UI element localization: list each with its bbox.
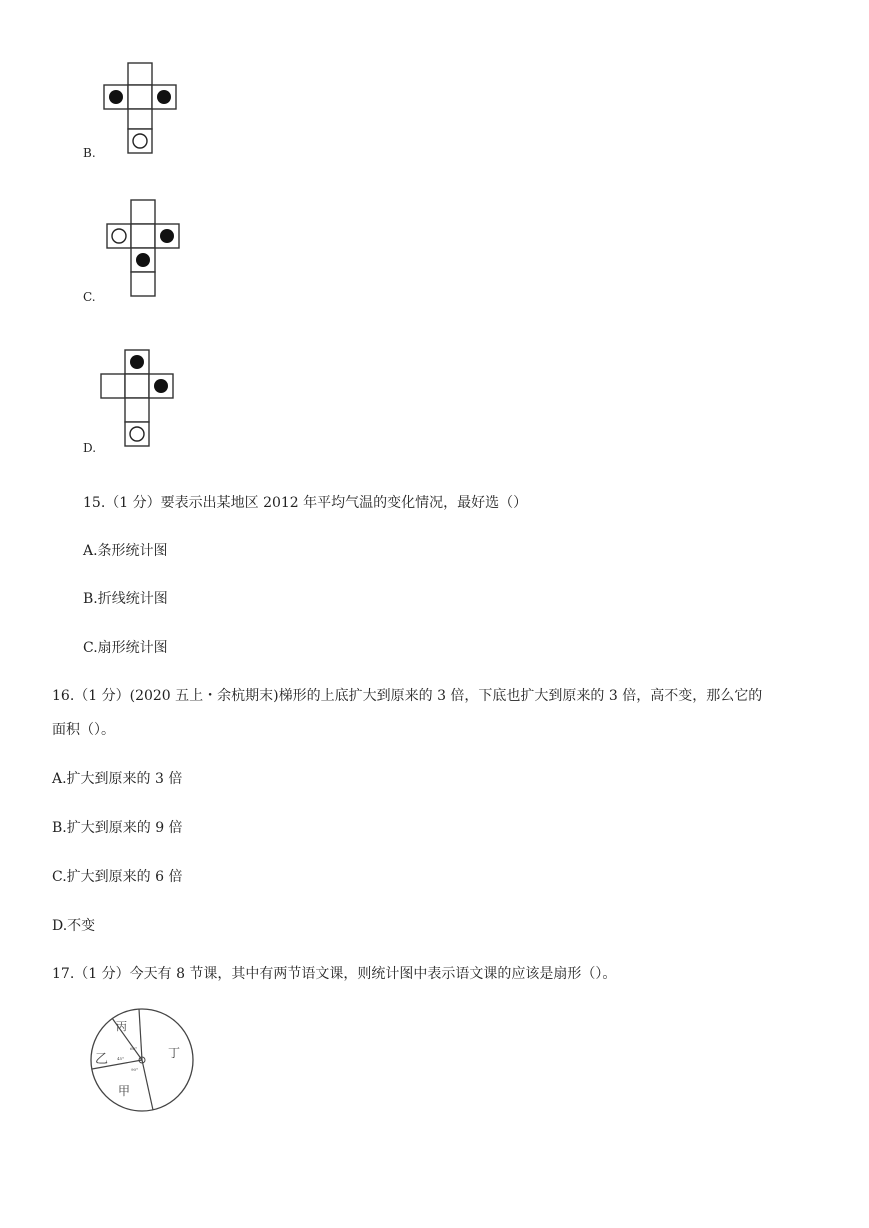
question-stem-line1: 16.（1 分）(2020 五上・余杭期末)梯形的上底扩大到原来的 3 倍，下底也扩大到原来的 3 倍，高不变，那么它的 [52,688,763,704]
option-c: C.扇形统计图 [83,640,168,656]
option-a: A.条形统计图 [83,543,168,559]
sector-label-bing: 丙 [116,1020,127,1033]
black-dot [154,379,168,393]
white-dot [130,427,144,441]
option-b: B.折线统计图 [83,591,168,607]
sector-label-yi: 乙 [95,1052,109,1067]
figure-label-d: D. [83,441,97,455]
figure-label-b: B. [83,146,96,160]
angle-label-60: 60° [130,1046,138,1051]
question-stem: 15.（1 分）要表示出某地区 2012 年平均气温的变化情况，最好选（） [83,495,528,511]
net-square [125,374,149,398]
option-d: D.不变 [52,918,96,934]
question-stem-line2: 面积（）。 [52,722,115,738]
cube-net-d [0,0,869,470]
pie-chart [86,1005,201,1115]
option-a: A.扩大到原来的 3 倍 [52,771,183,787]
angle-label-90: 90° [131,1067,139,1072]
pie-divider [142,1060,153,1110]
angle-label-45: 45° [117,1056,125,1061]
sector-label-jia: 甲 [118,1084,131,1098]
net-square [101,374,125,398]
option-b: B.扩大到原来的 9 倍 [52,820,183,836]
question-stem: 17.（1 分）今天有 8 节课，其中有两节语文课，则统计图中表示语文课的应该是扇形（）。 [52,966,617,982]
figure-label-c: C. [83,290,96,304]
pie-divider [139,1009,142,1060]
black-dot [130,355,144,369]
net-square [125,398,149,422]
option-c: C.扩大到原来的 6 倍 [52,869,183,885]
sector-label-ding: 丁 [168,1046,181,1060]
